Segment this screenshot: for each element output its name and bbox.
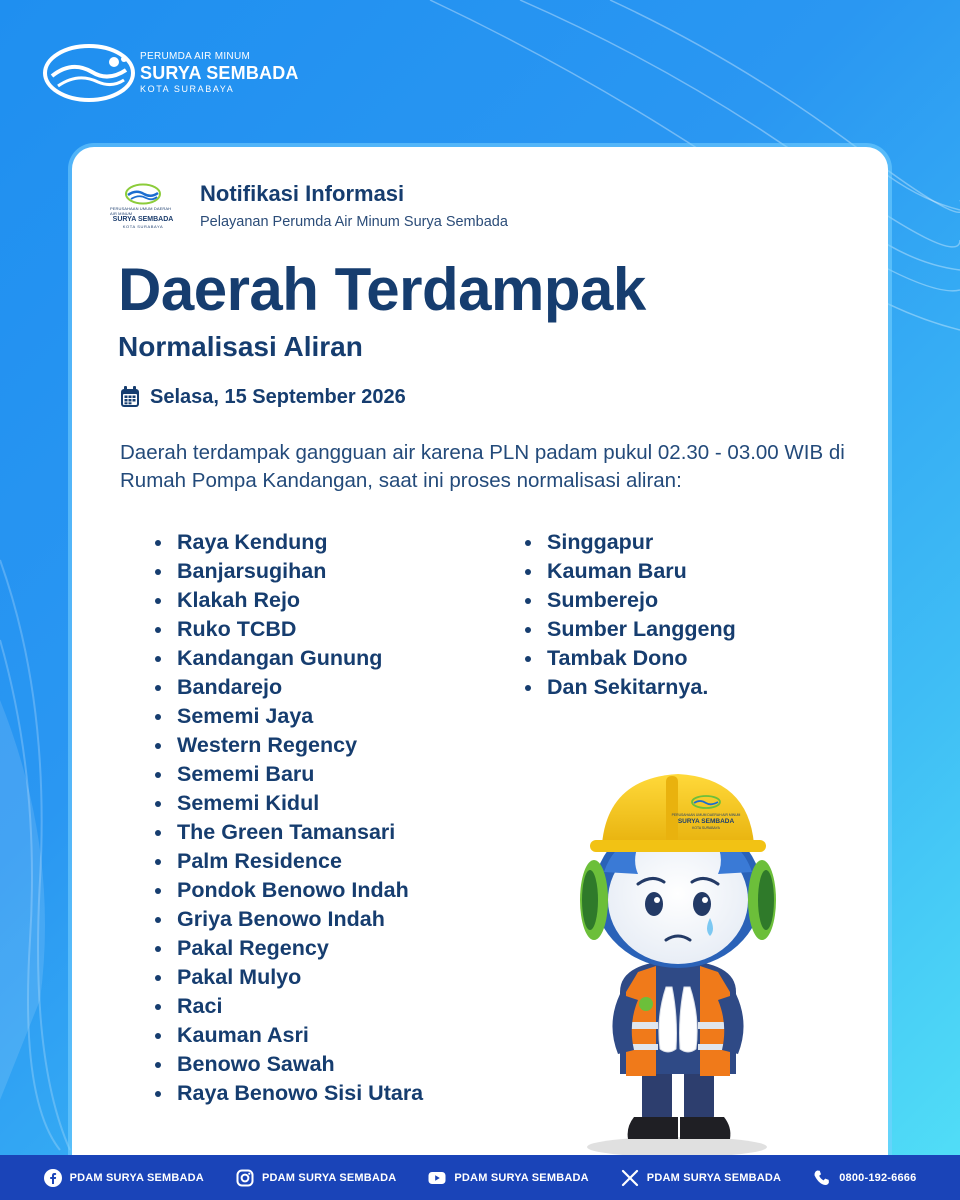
notification-title: Notifikasi Informasi: [200, 181, 405, 206]
announcement-card: [69, 147, 888, 1187]
phone-label: 0800-192-6666: [839, 1171, 917, 1184]
calendar-icon: [120, 386, 140, 408]
instagram-label: PDAM SURYA SEMBADA: [261, 1171, 397, 1184]
notification-subtitle: Pelayanan Perumda Air Minum Surya Sembada: [200, 214, 508, 230]
affected-areas-left: [155, 528, 423, 1108]
facebook-label: PDAM SURYA SEMBADA: [69, 1171, 204, 1184]
list-item: Dan Sekitarnya.: [525, 673, 736, 702]
x-link[interactable]: [621, 1169, 781, 1187]
water-wave-logo-icon: [42, 42, 136, 104]
list-item: Western Regency: [155, 731, 423, 760]
phone-icon: [813, 1169, 831, 1187]
facebook-icon: [44, 1169, 62, 1187]
list-item: Raya Benowo Sisi Utara: [155, 1079, 423, 1108]
list-item: Tambak Dono: [525, 644, 736, 673]
helmet-logo-line1: PERUSAHAAN UMUM DAERAH AIR MINUM: [671, 813, 741, 817]
affected-areas-right: [525, 528, 736, 702]
list-item: Ruko TCBD: [155, 615, 423, 644]
youtube-icon: [428, 1169, 446, 1187]
mini-logo-line1: PERUSAHAAN UMUM DAERAH AIR MINUM: [110, 206, 172, 216]
list-item: Bandarejo: [155, 673, 423, 702]
list-item: Benowo Sawah: [155, 1050, 423, 1079]
list-item: Palm Residence: [155, 847, 423, 876]
page-subtitle: Normalisasi Aliran: [118, 331, 363, 362]
list-item: Griya Benowo Indah: [155, 905, 423, 934]
helmet-logo-line2: SURYA SEMBADA: [677, 818, 735, 825]
mini-water-logo-icon: [124, 183, 162, 205]
brand-prefix: PERUMDA AIR MINUM: [140, 51, 251, 62]
list-item: Sumberejo: [525, 586, 736, 615]
social-footer: [0, 1155, 960, 1200]
list-item: Sememi Jaya: [155, 702, 423, 731]
x-label: PDAM SURYA SEMBADA: [646, 1171, 782, 1184]
phone-link[interactable]: [813, 1169, 916, 1187]
list-item: Klakah Rejo: [155, 586, 423, 615]
list-item: Kandangan Gunung: [155, 644, 423, 673]
list-item: Kauman Baru: [525, 557, 736, 586]
brand-name: SURYA SEMBADA: [140, 63, 299, 83]
list-item: Raci: [155, 992, 423, 1021]
notification-header: [110, 177, 508, 235]
instagram-link[interactable]: [236, 1169, 396, 1187]
list-item: Pakal Regency: [155, 934, 423, 963]
description: Daerah terdampak gangguan air karena PLN padam pukul 02.30 - 03.00 WIB di Rumah Pompa Kandangan, saat ini proses normalisasi aliran:: [120, 441, 845, 492]
list-item: Banjarsugihan: [155, 557, 423, 586]
list-item: Sumber Langgeng: [525, 615, 736, 644]
date-row: [120, 384, 406, 410]
list-item: Sememi Baru: [155, 760, 423, 789]
mini-brand-logo: [110, 177, 176, 235]
instagram-icon: [236, 1169, 254, 1187]
youtube-label: PDAM SURYA SEMBADA: [454, 1171, 589, 1184]
brand-logo: [42, 42, 299, 104]
facebook-link[interactable]: [44, 1169, 204, 1187]
list-item: Singgapur: [525, 528, 736, 557]
youtube-link[interactable]: [428, 1169, 588, 1187]
announcement-date: Selasa, 15 September 2026: [150, 386, 406, 408]
page-title: Daerah Terdampak: [118, 256, 646, 323]
list-item: The Green Tamansari: [155, 818, 423, 847]
x-icon: [621, 1169, 639, 1187]
list-item: Sememi Kidul: [155, 789, 423, 818]
mini-logo-line3: KOTA SURABAYA: [122, 224, 164, 229]
list-item: Pondok Benowo Indah: [155, 876, 423, 905]
brand-city: KOTA SURABAYA: [140, 84, 235, 94]
mini-logo-line2: SURYA SEMBADA: [112, 216, 174, 223]
list-item: Kauman Asri: [155, 1021, 423, 1050]
helmet-logo-line3: KOTA SURABAYA: [692, 826, 720, 830]
list-item: Pakal Mulyo: [155, 963, 423, 992]
list-item: Raya Kendung: [155, 528, 423, 557]
mascot-illustration: [542, 772, 802, 1162]
